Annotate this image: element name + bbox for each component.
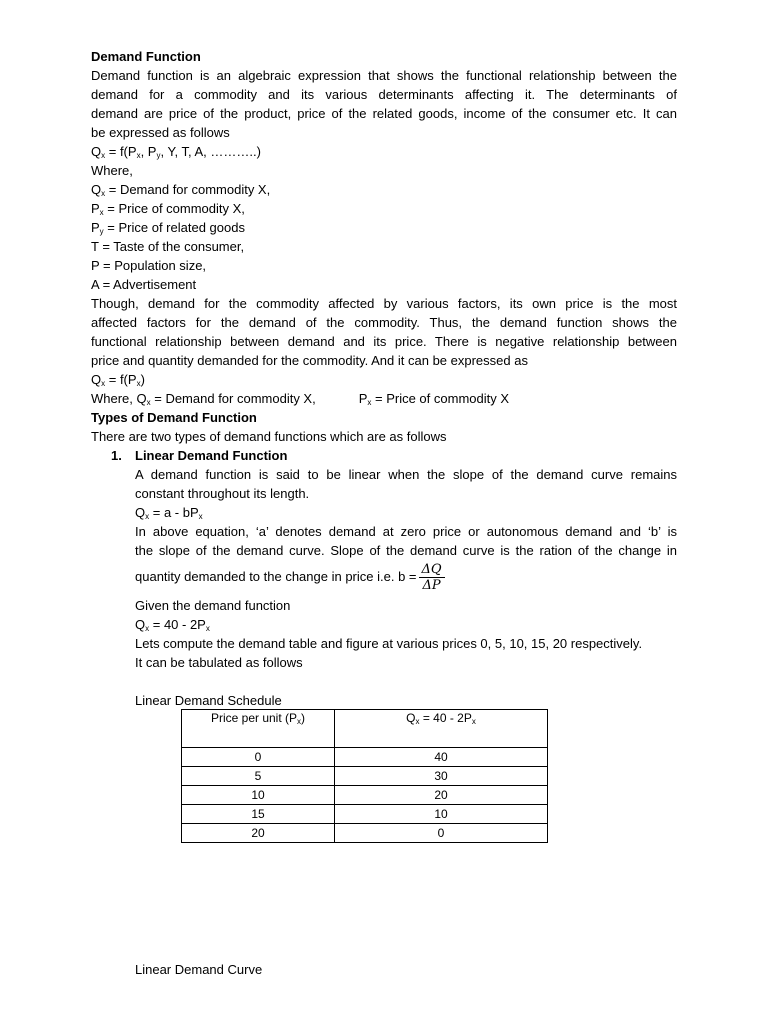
cell-price: 15 bbox=[182, 805, 335, 824]
cell-price: 10 bbox=[182, 786, 335, 805]
types-heading: Types of Demand Function bbox=[91, 410, 257, 425]
where-label: Where, bbox=[91, 163, 133, 178]
where-definition-line: Where, $Q_x$ = Demand for commodity X, $P_x$ = Price of commodity X bbox=[91, 391, 510, 407]
table-row bbox=[182, 767, 548, 786]
cell-price: 5 bbox=[182, 767, 335, 786]
para2-line-3: functional relationship between demand and its price. There is negative relationship between bbox=[91, 334, 677, 349]
given-text: Given the demand function bbox=[135, 598, 291, 613]
demand-schedule-table bbox=[181, 709, 548, 843]
definition-px: $P_x$ = Price of commodity X, bbox=[91, 201, 245, 217]
list-number: 1. bbox=[111, 448, 122, 463]
para2-line-1: Though, demand for the commodity affected by various factors, its own price is the most bbox=[91, 296, 677, 311]
types-intro: There are two types of demand functions which are as follows bbox=[91, 429, 447, 444]
explain-line-1: In above equation, ‘a’ denotes demand at zero price or autonomous demand and ‘b’ is bbox=[135, 524, 677, 539]
definition-p: P = Population size, bbox=[91, 258, 207, 273]
compute-text: Lets compute the demand table and figure at various prices 0, 5, 10, 15, 20 respectively. bbox=[135, 636, 643, 651]
para2-line-4: price and quantity demanded for the commodity. And it can be expressed as bbox=[91, 353, 528, 368]
table-row bbox=[182, 748, 548, 767]
para2-line-2: affected factors for the demand of the commodity. Thus, the demand function shows the bbox=[91, 315, 677, 330]
cell-quantity: 30 bbox=[335, 767, 548, 786]
general-demand-equation: $Q_x = f(P_x$, $P_y$, Y, T, A, ………..) bbox=[91, 144, 261, 160]
example-equation: $Q_x = 40 - 2P_x$ bbox=[135, 617, 210, 633]
linear-desc-line-2: constant throughout its length. bbox=[135, 486, 310, 501]
page-heading: Demand Function bbox=[91, 49, 201, 64]
table-header-row bbox=[182, 710, 548, 748]
table-row bbox=[182, 786, 548, 805]
cell-quantity: 0 bbox=[335, 824, 548, 843]
linear-title: Linear Demand Function bbox=[135, 448, 288, 463]
cell-price: 20 bbox=[182, 824, 335, 843]
own-price-equation: $Q_x = f(P_x)$ bbox=[91, 372, 145, 388]
slope-line: quantity demanded to the change in price i.e. b = $\frac{\Delta Q}{\Delta P}$ bbox=[135, 560, 677, 594]
cell-quantity: 20 bbox=[335, 786, 548, 805]
tabulated-text: It can be tabulated as follows bbox=[135, 655, 303, 670]
definition-py: $P_y$ = Price of related goods bbox=[91, 220, 245, 236]
table-row bbox=[182, 805, 548, 824]
definition-t: T = Taste of the consumer, bbox=[91, 239, 245, 254]
slope-fraction: $\frac{\Delta Q}{\Delta P}$ bbox=[419, 562, 445, 593]
cell-price: 0 bbox=[182, 748, 335, 767]
cell-quantity: 40 bbox=[335, 748, 548, 767]
linear-equation: $Q_x = a - bP_x$ bbox=[135, 505, 203, 521]
definition-qx: $Q_x$ = Demand for commodity X, bbox=[91, 182, 271, 198]
explain-line-2: the slope of the demand curve. Slope of the demand curve is the ration of the change in bbox=[135, 543, 677, 558]
schedule-title: Linear Demand Schedule bbox=[135, 693, 282, 708]
header-quantity: $Q_x = 40 - 2P_x$ bbox=[335, 710, 548, 748]
curve-title: Linear Demand Curve bbox=[135, 962, 263, 977]
intro-line-3: demand are price of the product, price of the related goods, income of the consumer etc. It can bbox=[91, 106, 677, 121]
definition-a: A = Advertisement bbox=[91, 277, 197, 292]
intro-line-2: demand for a commodity and its various determinants affecting it. The determinants of bbox=[91, 87, 677, 102]
intro-line-1: Demand function is an algebraic expression that shows the functional relationship between the bbox=[91, 68, 677, 83]
linear-desc-line-1: A demand function is said to be linear when the slope of the demand curve remains bbox=[135, 467, 677, 482]
header-price: Price per unit $(P_x)$ bbox=[182, 710, 335, 748]
table-row bbox=[182, 824, 548, 843]
intro-line-4: be expressed as follows bbox=[91, 125, 230, 140]
cell-quantity: 10 bbox=[335, 805, 548, 824]
